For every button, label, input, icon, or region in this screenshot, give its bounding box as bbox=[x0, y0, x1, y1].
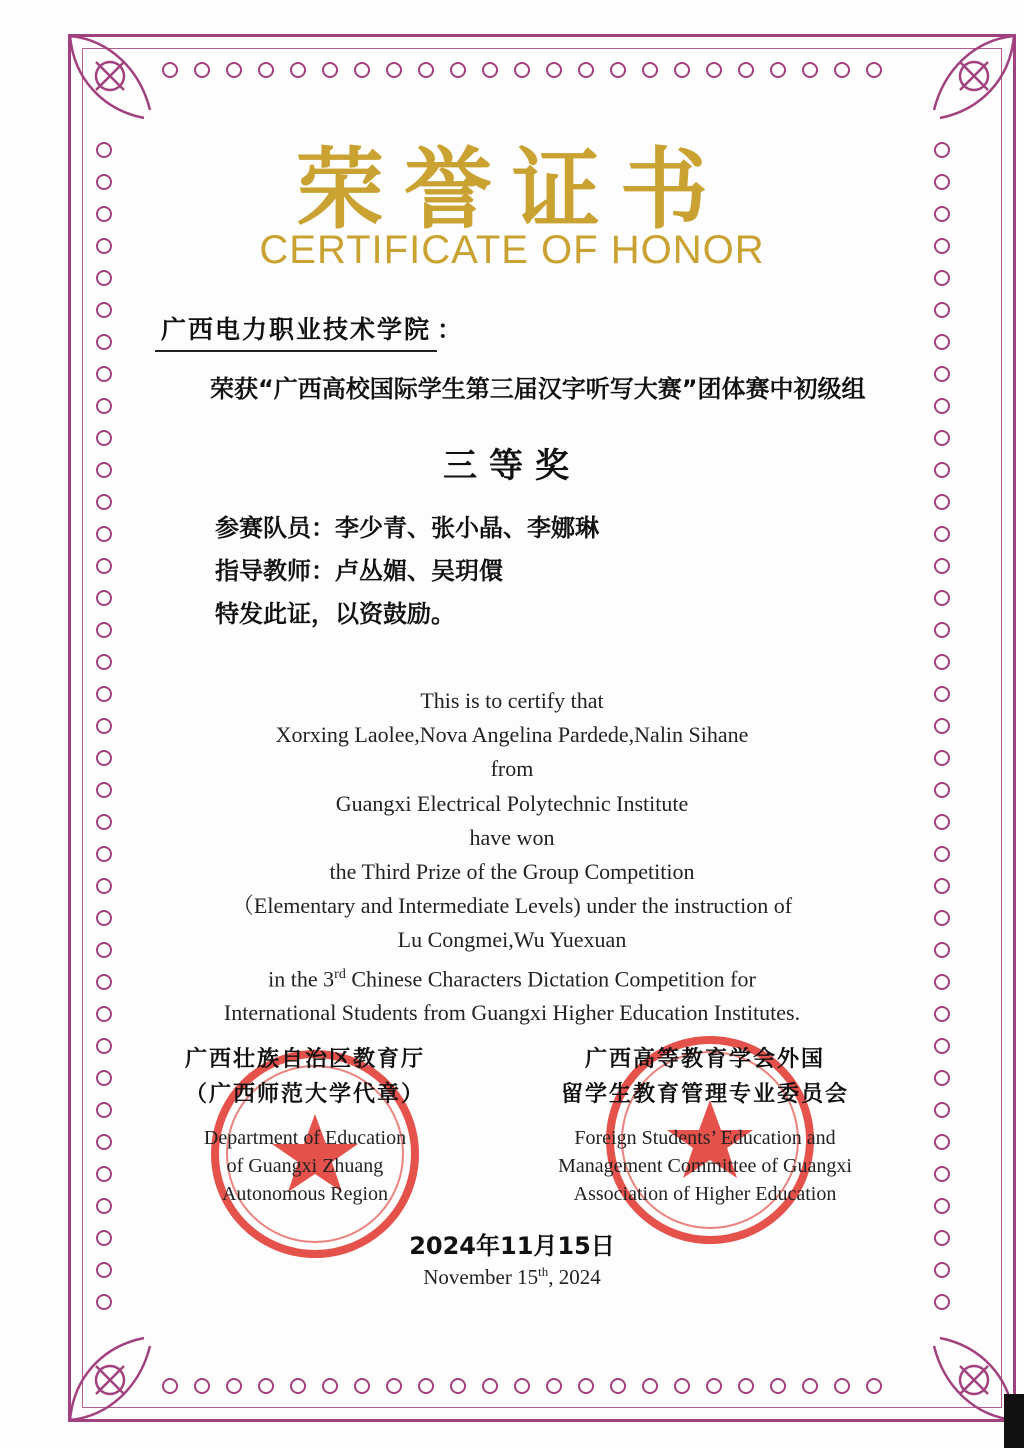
issuer-right bbox=[505, 1042, 905, 1208]
english-statement bbox=[120, 684, 904, 1030]
issuer-right-cn-2: 留学生教育管理专业委员会 bbox=[560, 1082, 849, 1107]
border-scroll bbox=[97, 655, 111, 669]
border-scroll bbox=[803, 1379, 817, 1393]
border-scroll bbox=[227, 1379, 241, 1393]
border-scroll bbox=[97, 1295, 111, 1309]
border-scroll bbox=[97, 527, 111, 541]
border-scroll bbox=[867, 1379, 881, 1393]
border-scroll bbox=[935, 1199, 949, 1213]
border-scroll bbox=[97, 399, 111, 413]
border-scroll bbox=[291, 1379, 305, 1393]
closing-line: 特发此证，以资鼓励。 bbox=[215, 600, 455, 628]
english-line: the Third Prize of the Group Competition bbox=[329, 859, 695, 885]
border-scroll bbox=[97, 367, 111, 381]
prize-level: 三等奖 bbox=[443, 446, 581, 486]
team-members-line bbox=[215, 508, 599, 543]
english-line bbox=[120, 958, 904, 997]
border-scroll bbox=[97, 1039, 111, 1053]
border-scroll bbox=[579, 63, 593, 77]
border-scroll bbox=[935, 367, 949, 381]
date-en-part: November 15 bbox=[423, 1265, 539, 1289]
border-scroll bbox=[707, 1379, 721, 1393]
award-description: 荣获“广西高校国际学生第三届汉字听写大赛”团体赛中初级组 bbox=[210, 375, 866, 403]
border-scroll bbox=[935, 335, 949, 349]
border-scroll bbox=[483, 1379, 497, 1393]
border-scroll bbox=[97, 495, 111, 509]
border-scroll bbox=[579, 1379, 593, 1393]
border-scroll bbox=[935, 1167, 949, 1181]
english-line: have won bbox=[469, 824, 555, 850]
border-scroll bbox=[163, 63, 177, 77]
border-scroll bbox=[259, 1379, 273, 1393]
border-scroll bbox=[935, 751, 949, 765]
border-scroll bbox=[935, 911, 949, 925]
border-scroll bbox=[935, 527, 949, 541]
team-members-value: 李少青、张小晶、李娜琳 bbox=[335, 514, 599, 542]
border-scroll bbox=[387, 1379, 401, 1393]
english-line-part: in the 3 bbox=[268, 965, 335, 991]
border-scroll bbox=[803, 63, 817, 77]
english-line: Lu Congmei,Wu Yuexuan bbox=[397, 927, 627, 953]
border-scroll bbox=[419, 63, 433, 77]
issue-date-cn: 2024年11月15日 bbox=[409, 1232, 615, 1260]
border-scroll bbox=[97, 879, 111, 893]
issuer-left-en bbox=[150, 1124, 460, 1208]
border-scroll bbox=[97, 719, 111, 733]
border-scroll bbox=[291, 63, 305, 77]
border-scroll bbox=[935, 1007, 949, 1021]
english-line: Xorxing Laolee,Nova Angelina Pardede,Nalin Sihane bbox=[275, 722, 749, 748]
border-scroll bbox=[835, 1379, 849, 1393]
border-scroll bbox=[547, 63, 561, 77]
border-scroll bbox=[97, 751, 111, 765]
border-scroll bbox=[259, 63, 273, 77]
border-scroll bbox=[97, 783, 111, 797]
border-scroll bbox=[547, 1379, 561, 1393]
border-scroll bbox=[707, 63, 721, 77]
border-scroll bbox=[771, 63, 785, 77]
border-scroll bbox=[97, 911, 111, 925]
border-scroll bbox=[451, 1379, 465, 1393]
ordinal-suffix: rd bbox=[334, 966, 346, 982]
border-scroll bbox=[97, 591, 111, 605]
border-scroll bbox=[387, 63, 401, 77]
border-scroll bbox=[515, 63, 529, 77]
border-scroll bbox=[935, 1103, 949, 1117]
border-scroll bbox=[323, 63, 337, 77]
issuer-left-cn-1: 广西壮族自治区教育厅 bbox=[184, 1047, 425, 1072]
border-scroll bbox=[643, 63, 657, 77]
issuer-left bbox=[150, 1042, 460, 1208]
border-scroll bbox=[935, 975, 949, 989]
date-en-part: , 2024 bbox=[548, 1265, 601, 1289]
border-scroll bbox=[483, 63, 497, 77]
english-line: This is to certify that bbox=[420, 688, 604, 713]
english-line: Guangxi Electrical Polytechnic Institute bbox=[335, 790, 689, 816]
english-line-part: Chinese Characters Dictation Competition for bbox=[345, 965, 756, 991]
recipient-colon: ： bbox=[437, 315, 463, 344]
border-scroll bbox=[97, 1071, 111, 1085]
english-line: from bbox=[490, 756, 534, 782]
border-scroll bbox=[97, 559, 111, 573]
english-line: （Elementary and Intermediate Levels) under the instruction of bbox=[231, 893, 793, 919]
corner-ornament-bottom-right bbox=[934, 1338, 1014, 1420]
border-scroll bbox=[935, 559, 949, 573]
date-ordinal-suffix: th bbox=[538, 1264, 549, 1279]
border-scroll bbox=[935, 655, 949, 669]
border-scroll bbox=[739, 1379, 753, 1393]
border-scroll bbox=[935, 719, 949, 733]
corner-ornament-bottom-left bbox=[70, 1338, 150, 1420]
issuer-right-cn-1: 广西高等教育学会外国 bbox=[584, 1047, 825, 1072]
instructors-label: 指导教师： bbox=[215, 557, 335, 585]
border-scroll bbox=[935, 591, 949, 605]
border-scroll bbox=[97, 1199, 111, 1213]
issuer-right-en-3: Association of Higher Education bbox=[573, 1183, 837, 1205]
border-scroll bbox=[935, 303, 949, 317]
issue-date-en bbox=[0, 1264, 1024, 1290]
scan-edge-mark bbox=[1004, 1394, 1024, 1448]
issuer-left-cn-2: （广西师范大学代章） bbox=[184, 1082, 425, 1107]
border-scroll bbox=[355, 63, 369, 77]
border-scroll bbox=[97, 271, 111, 285]
border-scroll bbox=[97, 975, 111, 989]
border-scroll bbox=[97, 335, 111, 349]
border-scroll bbox=[935, 943, 949, 957]
border-scroll bbox=[97, 943, 111, 957]
issuer-right-en-2: Management Committee of Guangxi bbox=[558, 1155, 852, 1177]
border-scroll bbox=[451, 63, 465, 77]
border-scroll bbox=[739, 63, 753, 77]
border-scroll bbox=[323, 1379, 337, 1393]
border-scroll bbox=[867, 63, 881, 77]
border-scroll bbox=[97, 815, 111, 829]
recipient-institution: 广西电力职业技术学院 bbox=[155, 315, 437, 352]
border-scroll bbox=[771, 1379, 785, 1393]
border-scroll bbox=[97, 1167, 111, 1181]
border-scroll bbox=[675, 63, 689, 77]
border-scroll bbox=[97, 1103, 111, 1117]
border-scroll bbox=[611, 1379, 625, 1393]
border-scroll bbox=[935, 783, 949, 797]
border-scroll bbox=[835, 63, 849, 77]
certificate-title-cn: 荣誉证书 bbox=[295, 137, 728, 241]
border-scroll bbox=[195, 1379, 209, 1393]
instructors-value: 卢丛媚、吴玥儇 bbox=[335, 557, 503, 585]
border-scroll bbox=[611, 63, 625, 77]
issuer-left-en-2: of Guangxi Zhuang bbox=[226, 1155, 384, 1177]
issuer-right-en-1: Foreign Students’ Education and bbox=[574, 1127, 836, 1149]
border-scroll bbox=[163, 1379, 177, 1393]
issuer-right-en bbox=[505, 1124, 905, 1208]
border-scroll bbox=[935, 1039, 949, 1053]
border-scroll bbox=[935, 1071, 949, 1085]
border-scroll bbox=[675, 1379, 689, 1393]
border-scroll bbox=[935, 1135, 949, 1149]
corner-ornament-top-right bbox=[934, 36, 1014, 118]
border-scroll bbox=[97, 303, 111, 317]
instructors-line bbox=[215, 551, 503, 586]
border-scroll bbox=[97, 847, 111, 861]
border-scroll bbox=[935, 1295, 949, 1309]
corner-ornament-top-left bbox=[70, 36, 150, 118]
border-scroll bbox=[227, 63, 241, 77]
english-line: International Students from Guangxi Higher Education Institutes. bbox=[223, 1000, 801, 1026]
issuer-left-en-3: Autonomous Region bbox=[221, 1183, 389, 1205]
border-scroll bbox=[355, 1379, 369, 1393]
team-members-label: 参赛队员： bbox=[215, 514, 335, 542]
border-scroll bbox=[97, 623, 111, 637]
border-scroll bbox=[935, 271, 949, 285]
border-scroll bbox=[935, 623, 949, 637]
certificate-title-en: CERTIFICATE OF HONOR bbox=[259, 228, 765, 272]
border-scroll bbox=[935, 399, 949, 413]
border-scroll bbox=[935, 815, 949, 829]
recipient-line bbox=[155, 310, 462, 346]
border-scroll bbox=[97, 1007, 111, 1021]
border-scroll bbox=[935, 687, 949, 701]
border-scroll bbox=[935, 495, 949, 509]
border-scroll bbox=[643, 1379, 657, 1393]
border-scroll bbox=[195, 63, 209, 77]
issuer-left-en-1: Department of Education bbox=[203, 1127, 407, 1149]
border-scroll bbox=[97, 687, 111, 701]
border-scroll bbox=[935, 879, 949, 893]
border-scroll bbox=[419, 1379, 433, 1393]
border-scroll bbox=[935, 847, 949, 861]
border-scroll bbox=[97, 1135, 111, 1149]
border-scroll bbox=[515, 1379, 529, 1393]
